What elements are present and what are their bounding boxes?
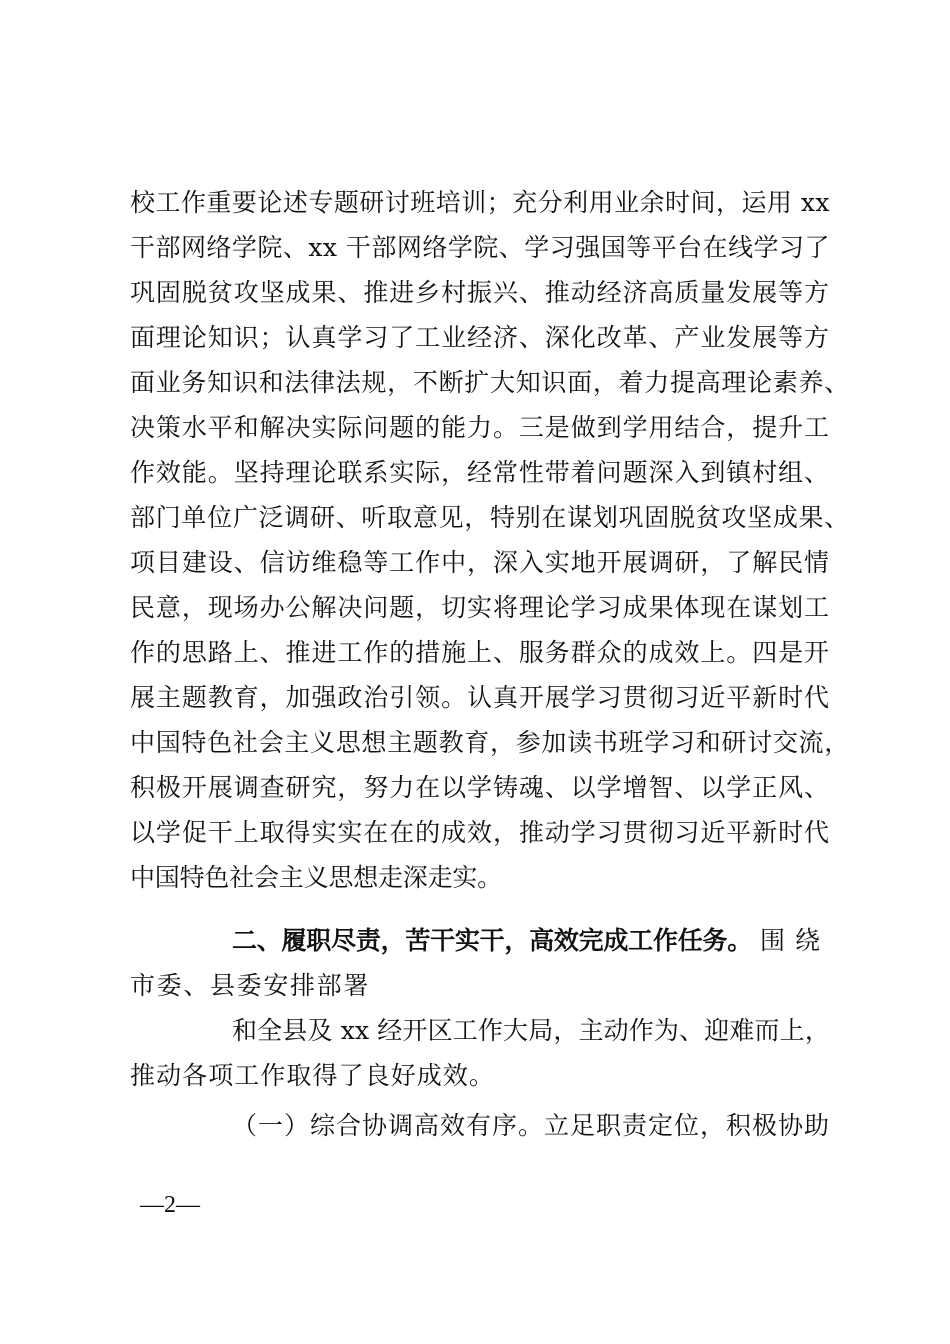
body-line: 中国特色社会主义思想走深走实。 [130,863,502,892]
body-line: 积极开展调查研究，努力在以学铸魂、以学增智、以学正风、 [130,773,830,802]
section-heading-tail: 围绕 [760,926,830,955]
body-line: 校工作重要论述专题研讨班培训；充分利用业余时间，运用 xx [130,188,830,217]
body-line: 推动各项工作取得了良好成效。 [130,1061,495,1090]
body-line: 民意，现场办公解决问题，切实将理论学习成果体现在谋划工 [130,593,830,622]
body-line: 干部网络学院、xx 干部网络学院、学习强国等平台在线学习了 [130,233,830,262]
body-line: 中国特色社会主义思想主题教育，参加读书班学习和研讨交流， [130,728,850,757]
body-line: 部门单位广泛调研、听取意见，特别在谋划巩固脱贫攻坚成果、 [130,503,850,532]
body-line: 作效能。坚持理论联系实际，经常性带着问题深入到镇村组、 [130,458,830,487]
body-line: 以学促干上取得实实在在的成效，推动学习贯彻习近平新时代 [130,818,830,847]
body-line: 项目建设、信访维稳等工作中，深入实地开展调研，了解民情 [130,548,830,577]
section-heading-line [232,925,830,957]
body-line: 面理论知识；认真学习了工业经济、深化改革、产业发展等方 [130,323,830,352]
page-number: —2— [140,1192,200,1218]
body-line: 决策水平和解决实际问题的能力。三是做到学用结合，提升工 [130,413,830,442]
body-line: 和全县及 xx 经开区工作大局，主动作为、迎难而上， [232,1016,830,1045]
body-line: 巩固脱贫攻坚成果、推进乡村振兴、推动经济高质量发展等方 [130,278,830,307]
subsection-line: （一）综合协调高效有序。立足职责定位，积极协助 [232,1111,830,1140]
body-line: 市委、县委安排部署 [130,971,370,1000]
section-heading: 二、履职尽责，苦干实干，高效完成工作任务。 [232,926,752,955]
body-line: 作的思路上、推进工作的措施上、服务群众的成效上。四是开 [130,638,830,667]
body-line: 展主题教育，加强政治引领。认真开展学习贯彻习近平新时代 [130,683,830,712]
body-line: 面业务知识和法律法规，不断扩大知识面，着力提高理论素养、 [130,368,850,397]
